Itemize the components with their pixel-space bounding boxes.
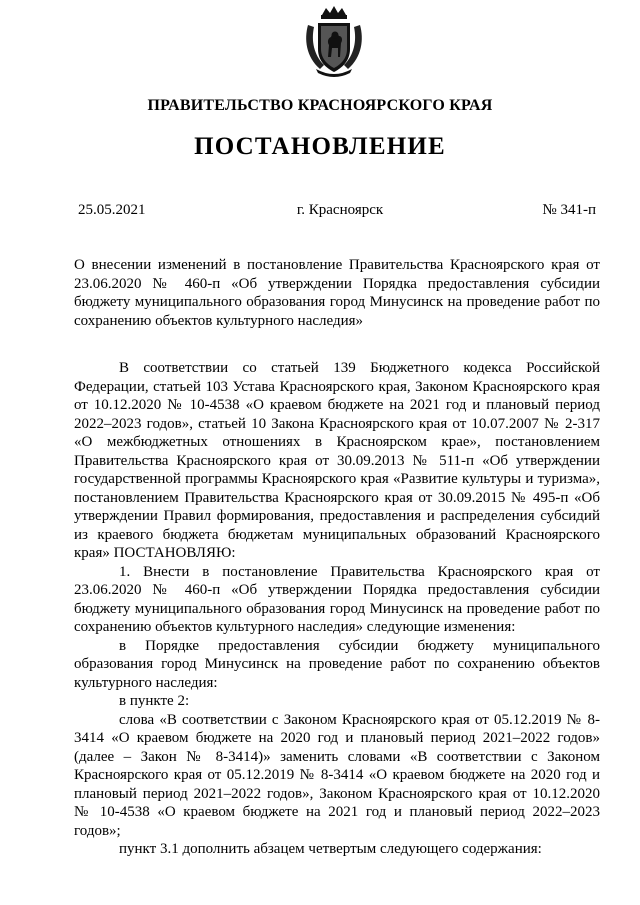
document-number: № 341-п xyxy=(542,202,596,218)
document-city: г. Красноярск xyxy=(296,202,384,218)
paragraph-point-2: в пункте 2: xyxy=(119,693,190,709)
paragraph-item-1: 1. Внести в постановление Правительства Красноярского края от 23.06.2020 № 460-п «Об утверждении Порядка предоставления субсидии бюджету муниципального образования город Минусинск на проведение работ по сохранению объектов культурного наследия» следующие изменения: xyxy=(74,563,600,635)
organization-title: ПРАВИТЕЛЬСТВО КРАСНОЯРСКОГО КРАЯ xyxy=(147,97,493,114)
coat-of-arms-emblem xyxy=(302,5,366,77)
paragraph-replace-words: слова «В соответствии с Законом Красноярского края от 05.12.2019 № 8-3414 «О краевом бюджете на 2020 год и плановый период 2021–2022 годов» (далее – Закон № 8-3414)» заменить словами «В соответствии с Законом Красноярского края от 05.12.2019 № 8-3414 «О краевом бюджете на 2020 год и плановый период 2021–2022 годов», Законом Красноярского края от 10.12.2020 № 10-4538 «О краевом бюджете на 2021 год и плановый период 2022–2023 годов»; xyxy=(74,711,600,839)
paragraph-preamble: В соответствии со статьей 139 Бюджетного кодекса Российской Федерации, статьей 103 Устава Красноярского края, Законом Красноярского края от 10.12.2020 № 10-4538 «О краевом бюджете на 2021 год и плановый период 2022–2023 годов», статьей 10 Закона Красноярского края от 10.07.2007 № 2-317 «О межбюджетных отношениях в Красноярском крае», постановлением Правительства Красноярского края от 30.09.2013 № 511-п «Об утверждении государственной программы Красноярского края «Развитие культуры и туризма», постановлением Правительства Красноярского края от 30.09.2015 № 495-п «Об утверждении Правил формирования, предоставления и распределения субсидий из краевого бюджета бюджетам муниципальных образований Красноярского края» ПОСТАНОВЛЯЮ: xyxy=(74,360,600,561)
document-type-title: ПОСТАНОВЛЕНИЕ xyxy=(194,133,446,160)
paragraph-point-3-1: пункт 3.1 дополнить абзацем четвертым следующего содержания: xyxy=(119,841,542,857)
document-subject xyxy=(74,256,600,330)
subject-text: О внесении изменений в постановление Правительства Красноярского края от 23.06.2020 № 460-п «Об утверждении Порядка предоставления субсидии бюджету муниципального образования город Минусинск на проведение работ по сохранению объектов культурного наследия» xyxy=(74,257,600,329)
document-date: 25.05.2021 xyxy=(78,202,146,218)
paragraph-order-intro: в Порядке предоставления субсидии бюджету муниципального образования город Минусинск на проведение работ по сохранению объектов культурного наследия: xyxy=(74,637,600,691)
document-body xyxy=(74,359,600,859)
